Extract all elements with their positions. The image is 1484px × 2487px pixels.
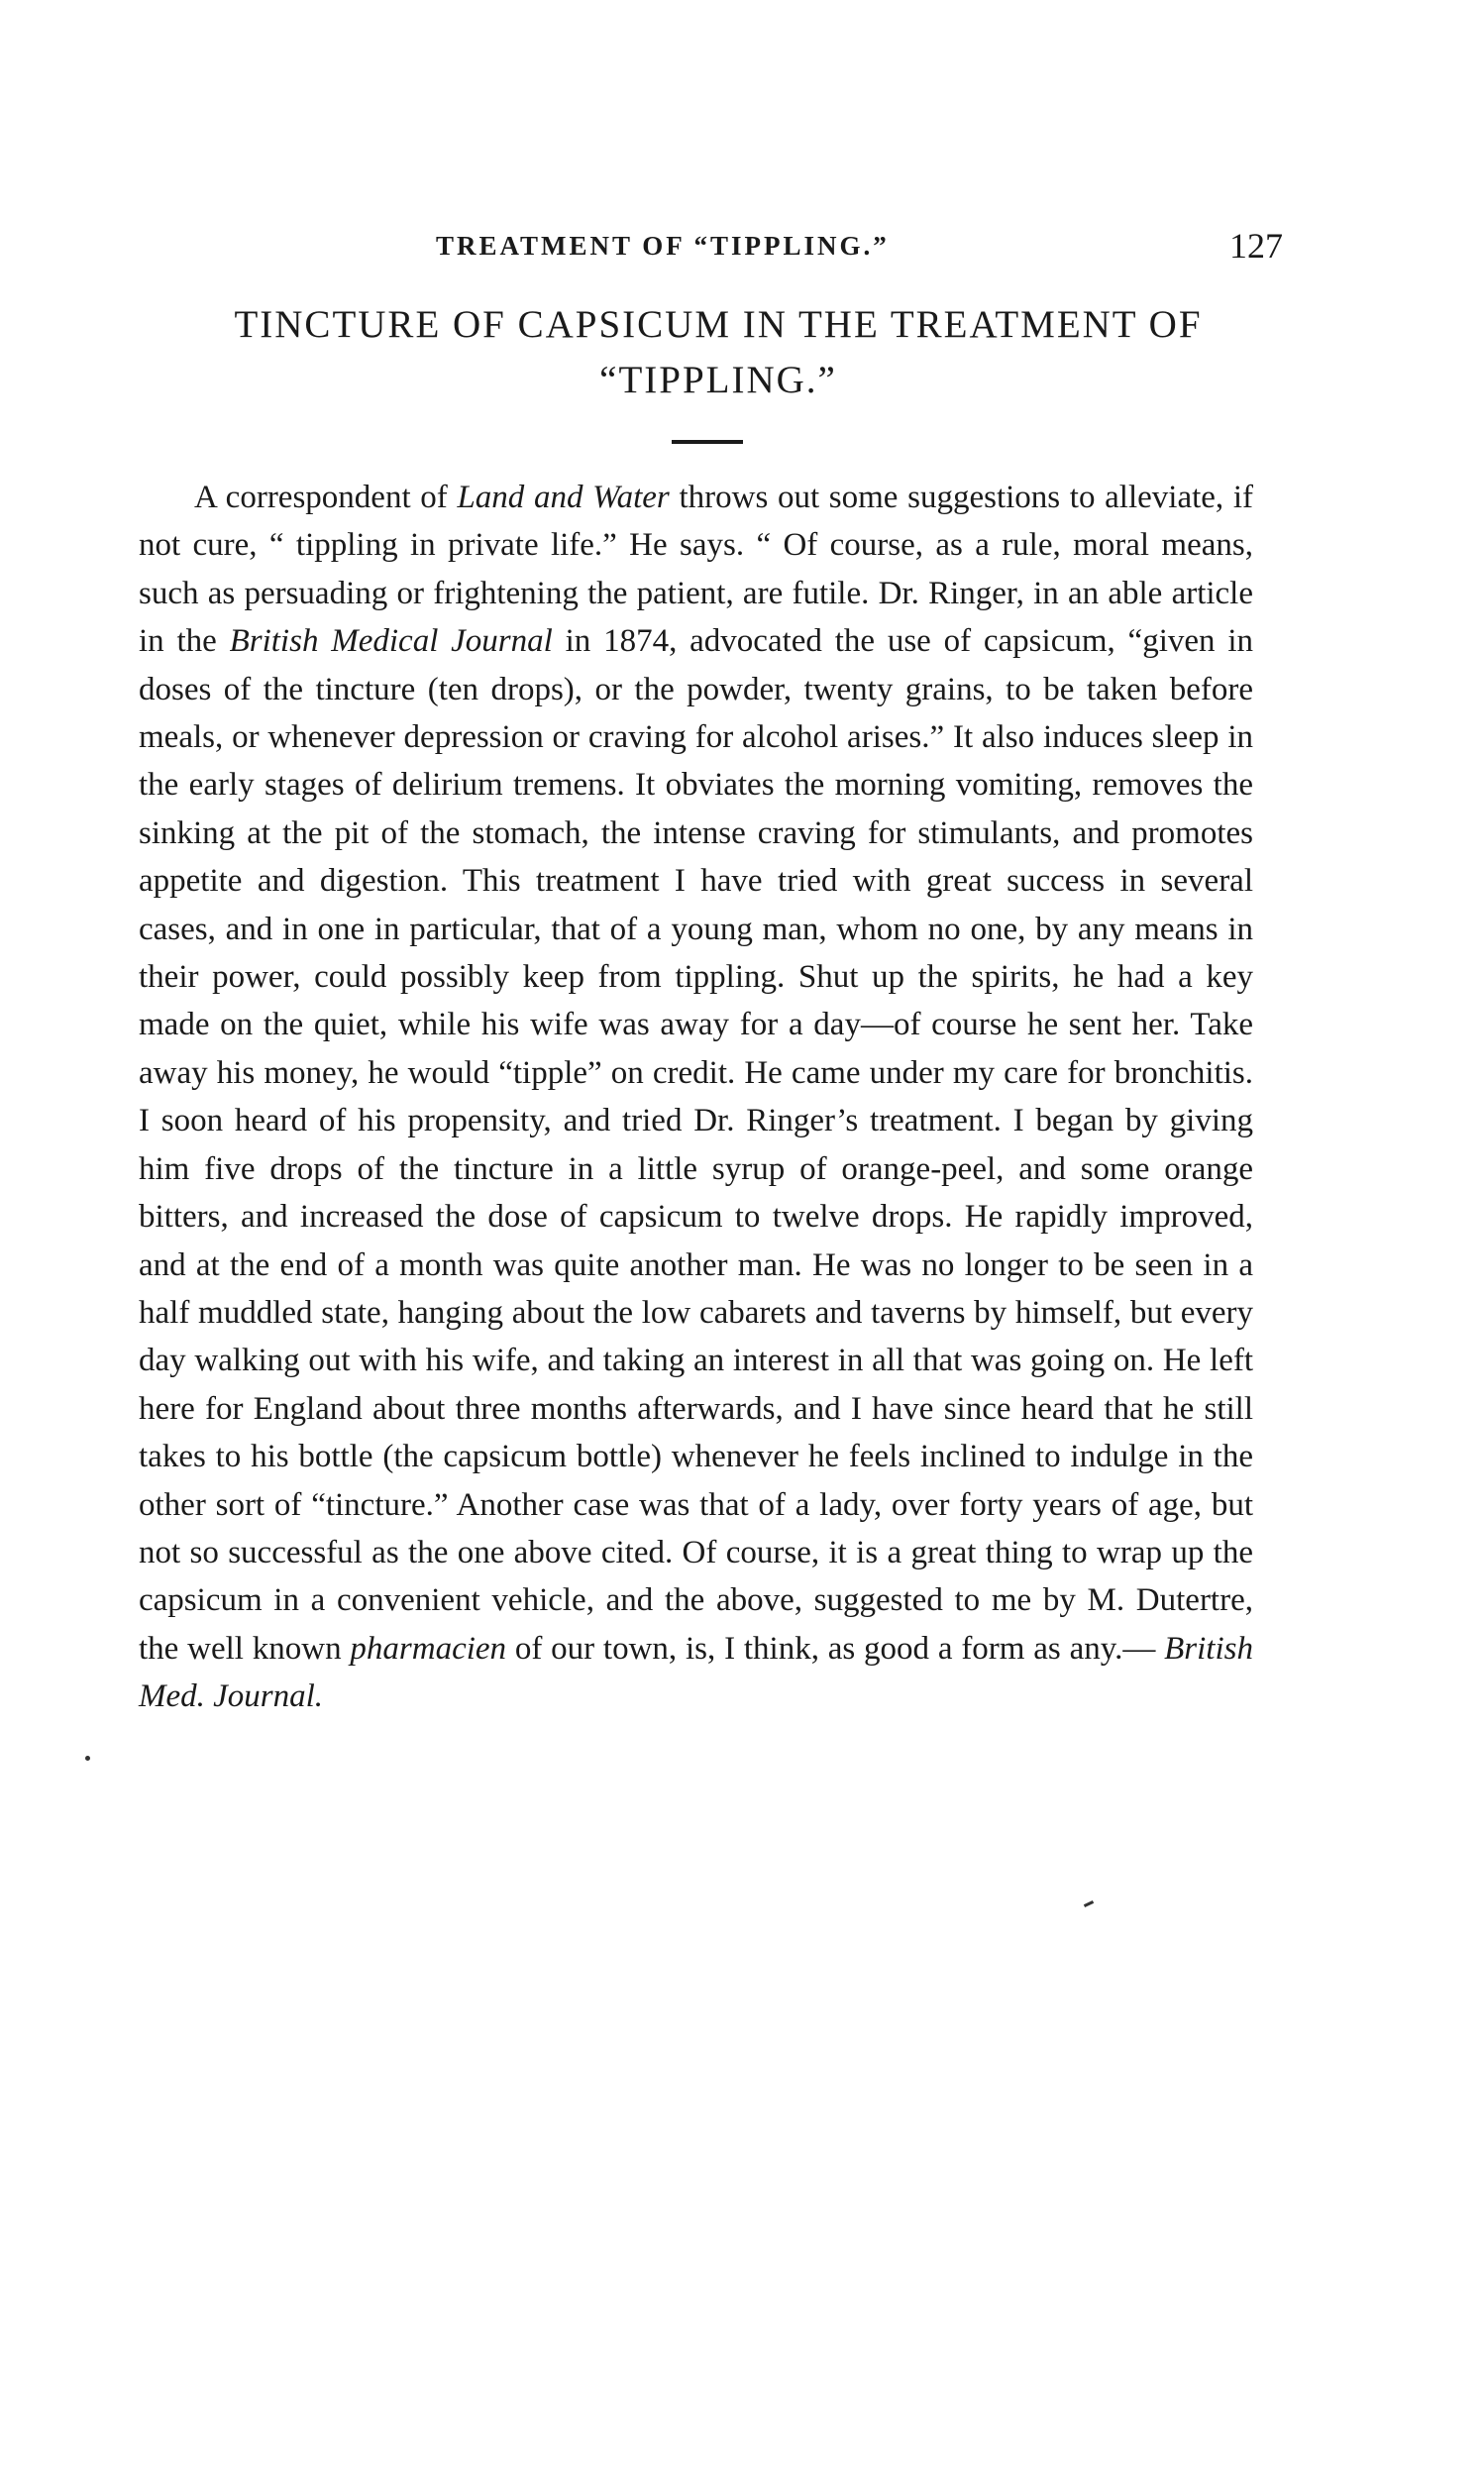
term-pharmacien: pharmacien bbox=[350, 1630, 507, 1667]
running-head bbox=[436, 226, 1283, 270]
title-rule bbox=[672, 440, 743, 444]
body-text-1: A correspondent of bbox=[194, 480, 458, 515]
running-title: TREATMENT OF “TIPPLING.” bbox=[436, 231, 890, 261]
source-british-medical-journal: British Medical Journal bbox=[229, 623, 553, 660]
body-paragraph bbox=[139, 474, 1253, 1721]
body-text-4: of our town, is, I think, as good a form as any.— bbox=[506, 1630, 1165, 1667]
article-title: TINCTURE OF CAPSICUM IN THE TREATMENT OF “TIPPLING.” bbox=[234, 303, 1203, 401]
body-text-2: throws out some suggestions to alleviate, if not cure, “ tippling in private life.” He says. “ Of course, as a rule, moral means, such as persuading or frightening the patient, are futile. Dr. Ringer, in an able article in the bbox=[139, 480, 1253, 660]
article-body bbox=[139, 474, 1253, 1721]
page-number: 127 bbox=[1229, 226, 1283, 266]
print-dot bbox=[85, 1756, 90, 1761]
body-text-3: in 1874, advocated the use of capsicum, “given in doses of the tincture (ten drops), or the powder, twenty grains, to be taken before meals, or whenever depression or craving for alcohol arises.” It also induces sleep in the early stages of delirium tremens. It obviates the morning vomiting, removes the sinking at the pit of the stomach, the intense craving for stimulants, and promotes appetite and digestion. This treatment I have tried with great success in several cases, and in one in particular, that of a young man, whom no one, by any means in their power, could possibly keep from tippling. Shut up the spirits, he had a key made on the quiet, while his wife was away for a day—of course he sent her. Take away his money, he would “tipple” on credit. He came under my care for bronchitis. I soon heard of his propensity, and tried Dr. Ringer’s treatment. I began by giving him five drops of the tincture in a little syrup of orange-peel, and some orange bitters, and increased the dose of capsicum to twelve drops. He rapidly improved, and at the end of a month was quite another man. He was no longer to be seen in a half muddled state, hanging about the low cabarets and taverns by himself, but every day walking out with his wife, and taking an interest in all that was going on. He left here for England about three months afterwards, and I have since heard that he still takes to his bottle (the capsicum bottle) whenever he feels inclined to indulge in the other sort of “tincture.” Another case was that of a lady, over forty years of age, but not so successful as the one above cited. Of course, it is a great thing to wrap up the capsicum in a convenient vehicle, and the above, suggested to me by M. Dutertre, the well known bbox=[139, 623, 1253, 1667]
source-land-and-water: Land and Water bbox=[457, 480, 670, 515]
citation-british-med-journal: British Med. Journal. bbox=[139, 1630, 1253, 1715]
print-speck bbox=[1084, 1900, 1094, 1907]
